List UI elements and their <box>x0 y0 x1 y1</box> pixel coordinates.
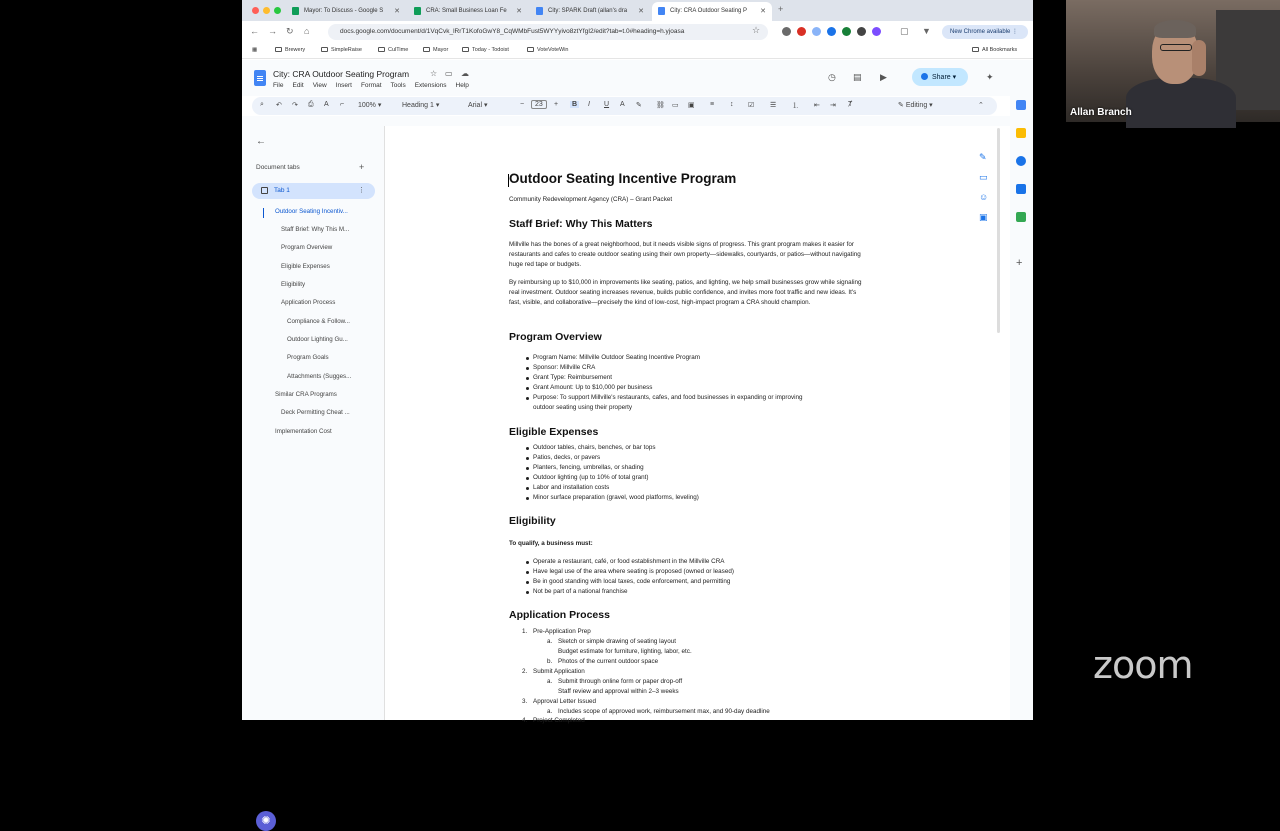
extension-icon[interactable] <box>872 27 881 36</box>
browser-tab[interactable]: CRA: Small Business Loan Fe ✕ <box>408 2 528 21</box>
list-item[interactable]: Submit through online form or paper drop-off <box>558 678 683 685</box>
list-item[interactable]: Purpose: To support Millville's restaurants, cafes, and food businesses in expanding or improving <box>533 394 803 401</box>
outline-selection-indicator <box>263 208 264 218</box>
list-number: 1. <box>522 628 528 635</box>
bullet <box>526 591 529 594</box>
increase-indent-icon[interactable]: ⇥ <box>830 102 836 109</box>
outline-item[interactable]: Program Goals <box>287 354 329 361</box>
align-icon[interactable]: ≡ <box>710 101 715 108</box>
bullet <box>526 457 529 460</box>
bullet <box>526 561 529 564</box>
menu-tools[interactable]: Tools <box>390 82 406 89</box>
close-tab-icon[interactable]: ✕ <box>394 8 400 15</box>
tasks-icon[interactable] <box>1016 156 1026 166</box>
menu-insert[interactable]: Insert <box>335 82 352 89</box>
bullet <box>526 487 529 490</box>
menu-edit[interactable]: Edit <box>292 82 304 89</box>
bookmark-item[interactable]: Brewery <box>275 47 305 53</box>
list-item[interactable]: Submit Application <box>533 668 585 675</box>
sheets-icon <box>292 7 299 15</box>
bullet <box>526 581 529 584</box>
star-icon[interactable]: ☆ <box>430 69 438 78</box>
list-item[interactable]: Pre-Application Prep <box>533 628 591 635</box>
italic-icon[interactable]: I <box>588 101 590 108</box>
cloud-saved-icon[interactable]: ☁ <box>461 69 469 78</box>
bullet <box>526 397 529 400</box>
style-select[interactable]: Heading 1 ▾ <box>402 102 440 109</box>
new-tab-icon[interactable]: + <box>778 4 784 14</box>
heading-eligible-expenses[interactable]: Eligible Expenses <box>509 426 599 438</box>
spellcheck-icon[interactable]: A <box>324 101 329 108</box>
document-tab-1[interactable]: Tab 1 ⋮ <box>252 183 375 199</box>
menu-bar <box>273 82 478 89</box>
back-arrow-icon[interactable]: ← <box>256 136 266 147</box>
list-item[interactable]: Have legal use of the area where seating is proposed (owned or leased) <box>533 568 734 575</box>
bulleted-list-icon[interactable]: ☰ <box>770 102 777 109</box>
list-number: 2. <box>522 668 528 675</box>
list-letter: a. <box>547 638 553 645</box>
extension-icon[interactable] <box>842 27 851 36</box>
edit-pencil-icon[interactable]: ✎ <box>979 152 987 162</box>
eligibility-intro[interactable]: To qualify, a business must: <box>509 540 593 547</box>
list-number: 4. <box>522 717 528 724</box>
bullet <box>526 367 529 370</box>
list-item[interactable]: Grant Type: Reimbursement <box>533 374 612 381</box>
add-tab-icon[interactable]: + <box>359 162 365 172</box>
paragraph[interactable]: Millville has the bones of a great neighborhood, but it needs visible signs of progress. This grant program makes it easier for restaurants and cafes to create outdoor seating using their own property—sidewalks, courtyards, or patios—without navigating huge red tape or budgets. <box>509 241 861 268</box>
extension-icon[interactable] <box>782 27 791 36</box>
folder-icon <box>378 47 385 52</box>
list-item[interactable]: Sponsor: Millville CRA <box>533 364 596 371</box>
list-item[interactable]: Approval Letter Issued <box>533 698 597 705</box>
list-item[interactable]: Outdoor lighting (up to 10% of total grant) <box>533 474 649 481</box>
home-icon[interactable]: ⌂ <box>304 26 310 36</box>
list-letter: a. <box>547 708 553 715</box>
heading-eligibility[interactable]: Eligibility <box>509 515 556 527</box>
clear-formatting-icon[interactable]: Ⱦ <box>848 101 853 108</box>
list-item[interactable]: Planters, fencing, umbrellas, or shading <box>533 464 644 471</box>
docs-icon <box>536 7 543 15</box>
extension-icon[interactable] <box>797 27 806 36</box>
bullet <box>526 477 529 480</box>
outline-item[interactable]: Deck Permitting Cheat ... <box>281 409 350 416</box>
browser-toolbar <box>242 21 1033 43</box>
bullet <box>526 387 529 390</box>
outline-item[interactable]: Attachments (Sugges... <box>287 373 352 380</box>
menu-view[interactable]: View <box>312 82 327 89</box>
forward-icon[interactable]: → <box>268 26 277 36</box>
minimize-window-dot[interactable] <box>263 7 270 14</box>
comments-icon[interactable]: ▤ <box>853 72 862 82</box>
calendar-icon[interactable] <box>1016 100 1026 110</box>
list-letter: a. <box>547 678 553 685</box>
font-size-input[interactable]: 23 <box>531 100 547 109</box>
list-item-continuation[interactable]: outdoor seating using their property <box>533 404 633 411</box>
outline-item[interactable]: Staff Brief: Why This M... <box>281 226 350 233</box>
document-subtitle[interactable]: Community Redevelopment Agency (CRA) – Grant Packet <box>509 196 673 203</box>
more-options-icon[interactable]: ⋮ <box>358 187 365 194</box>
extension-icon[interactable] <box>857 27 866 36</box>
bullet <box>526 497 529 500</box>
folder-icon <box>321 47 328 52</box>
google-docs-logo-icon[interactable] <box>254 70 266 86</box>
menu-extensions[interactable]: Extensions <box>414 82 447 89</box>
close-tab-icon[interactable]: ✕ <box>638 8 644 15</box>
docs-header <box>242 60 1033 96</box>
folder-icon <box>275 47 282 52</box>
bullet <box>526 377 529 380</box>
list-item[interactable]: Photos of the current outdoor space <box>558 658 659 665</box>
bookmark-item[interactable]: Today - Todoist <box>462 47 509 53</box>
move-folder-icon[interactable]: ▭ <box>445 69 453 78</box>
bullet <box>526 447 529 450</box>
bookmark-item[interactable]: Mayor <box>423 47 448 53</box>
insert-image-icon[interactable]: ▣ <box>688 102 695 109</box>
editing-mode-select[interactable]: ✎ Editing ▾ <box>898 102 933 109</box>
version-history-icon[interactable]: ◷ <box>828 72 836 82</box>
bullet <box>526 467 529 470</box>
bookmark-item[interactable]: SimpleRaise <box>321 47 362 53</box>
share-button[interactable]: Share ▾ <box>912 68 968 86</box>
heading-program-overview[interactable]: Program Overview <box>509 331 602 343</box>
emoji-reaction-icon[interactable]: ☺ <box>979 192 989 202</box>
zoom-select[interactable]: 100% ▾ <box>358 102 382 109</box>
line-spacing-icon[interactable]: ↕ <box>730 101 734 108</box>
folder-icon <box>527 47 534 52</box>
participant-name: Allan Branch <box>1070 107 1132 118</box>
list-number: 3. <box>522 698 528 705</box>
outline-item[interactable]: Similar CRA Programs <box>275 391 337 398</box>
add-comment-icon[interactable]: ▭ <box>979 172 988 182</box>
document-outline-panel <box>242 126 385 827</box>
folder-icon <box>972 47 979 52</box>
list-item[interactable]: Staff review and approval within 2–3 weeks <box>558 688 679 695</box>
keep-icon[interactable] <box>1016 128 1026 138</box>
participant-glasses <box>1160 44 1192 51</box>
outline-item[interactable]: Compliance & Follow... <box>287 318 350 325</box>
heading-application-process[interactable]: Application Process <box>509 609 610 621</box>
browser-tab[interactable]: Mayor: To Discuss - Google S ✕ <box>286 2 406 21</box>
browser-tab[interactable]: City: SPARK Draft (allan's dra ✕ <box>530 2 650 21</box>
extensions-puzzle-icon[interactable]: ▢ <box>900 26 909 36</box>
bold-icon[interactable]: B <box>572 101 578 108</box>
browser-window <box>242 0 1033 827</box>
document-title-heading[interactable]: Outdoor Seating Incentive Program <box>509 171 737 186</box>
bookmarks-bar <box>242 43 1033 59</box>
meet-icon[interactable]: ▶ <box>880 72 887 82</box>
extension-icon[interactable] <box>812 27 821 36</box>
outline-item[interactable]: Eligible Expenses <box>281 263 330 270</box>
font-size-decrease-icon[interactable]: − <box>520 101 525 108</box>
bookmark-item[interactable]: VoteVoteWin <box>527 47 569 53</box>
outline-item[interactable]: Outdoor Lighting Gu... <box>287 336 348 343</box>
list-item[interactable]: Outdoor tables, chairs, benches, or bar tops <box>533 444 656 451</box>
contacts-icon[interactable] <box>1016 184 1026 194</box>
reload-icon[interactable]: ↻ <box>286 26 294 36</box>
list-item[interactable]: Minor surface preparation (gravel, wood platforms, leveling) <box>533 494 699 501</box>
list-item[interactable]: Patios, decks, or pavers <box>533 454 601 461</box>
participant-hand <box>1192 40 1206 76</box>
participant-video[interactable] <box>1066 0 1280 122</box>
list-item[interactable]: Not be part of a national franchise <box>533 588 628 595</box>
bullet <box>526 357 529 360</box>
redo-icon[interactable]: ↷ <box>292 102 298 109</box>
list-item[interactable]: Program Name: Millville Outdoor Seating Incentive Program <box>533 354 700 361</box>
insert-link-icon[interactable]: ⛓ <box>656 102 665 109</box>
close-window-dot[interactable] <box>252 7 259 14</box>
suggest-edits-icon[interactable]: ▣ <box>979 212 988 222</box>
bookmark-star-icon[interactable]: ☆ <box>752 25 761 35</box>
back-icon[interactable]: ← <box>250 26 259 36</box>
tab-strip <box>242 0 1033 21</box>
list-item[interactable]: Sketch or simple drawing of seating layout <box>558 638 676 645</box>
gemini-assist-icon[interactable]: ✺ <box>256 811 276 831</box>
outline-item[interactable]: Application Process <box>281 299 336 306</box>
download-icon[interactable]: ▼ <box>922 26 931 36</box>
document-title[interactable]: City: CRA Outdoor Seating Program <box>273 69 410 79</box>
text-color-icon[interactable]: A <box>620 101 625 108</box>
lock-icon <box>921 73 928 80</box>
browser-tab-active[interactable]: City: CRA Outdoor Seating P ✕ <box>652 2 772 21</box>
extension-icon[interactable] <box>827 27 836 36</box>
ruler[interactable] <box>242 116 1010 126</box>
list-letter: b. <box>547 658 553 665</box>
add-comment-icon[interactable]: ▭ <box>672 102 679 109</box>
participant-hair <box>1154 20 1196 38</box>
document-tabs-header: Document tabs <box>256 164 300 171</box>
bookmark-item[interactable]: CulTime <box>378 47 408 53</box>
highlight-icon[interactable]: ✎ <box>636 102 642 109</box>
maximize-window-dot[interactable] <box>274 7 281 14</box>
outline-item[interactable]: Eligibility <box>281 281 306 288</box>
scrollbar[interactable] <box>997 128 1000 333</box>
list-item[interactable]: Grant Amount: Up to $10,000 per business <box>533 384 653 391</box>
close-tab-icon[interactable]: ✕ <box>516 8 522 15</box>
heading-staff-brief[interactable]: Staff Brief: Why This Matters <box>509 218 653 230</box>
zoom-logo: zoom <box>1093 643 1193 687</box>
search-menus-icon[interactable]: ⌕ <box>260 101 264 108</box>
menu-file[interactable]: File <box>273 82 284 89</box>
folder-icon <box>423 47 430 52</box>
list-item[interactable]: Budget estimate for furniture, lighting, labor, etc. <box>558 648 692 655</box>
folder-icon <box>462 47 469 52</box>
numbered-list-icon[interactable]: ⒈ <box>792 103 799 110</box>
participant-body <box>1126 78 1236 128</box>
add-on-plus-icon[interactable]: + <box>1016 257 1023 269</box>
paint-format-icon[interactable]: ⌐ <box>340 101 345 108</box>
new-chrome-available-button[interactable]: New Chrome available ⋮ <box>942 25 1028 39</box>
side-panel-rail <box>1010 60 1033 720</box>
undo-icon[interactable]: ↶ <box>276 102 282 109</box>
list-item[interactable]: Operate a restaurant, café, or food establishment in the Millville CRA <box>533 558 725 565</box>
underline-icon[interactable]: U <box>604 101 610 108</box>
docs-icon <box>658 7 665 15</box>
bullet <box>526 571 529 574</box>
address-bar[interactable]: docs.google.com/document/d/1VqCvk_lRrT1KofoGwY8_CqWMbFust5WYYyivo8ztYfgI2/edit?tab=t.0#heading=h.yjoasa <box>328 24 768 40</box>
format-toolbar <box>252 97 997 115</box>
list-item[interactable]: Labor and installation costs <box>533 484 610 491</box>
maps-icon[interactable] <box>1016 212 1026 222</box>
font-select[interactable]: Arial ▾ <box>468 102 488 109</box>
list-item[interactable]: Be in good standing with local taxes, code enforcement, and permitting <box>533 578 731 585</box>
outline-item[interactable]: Implementation Cost <box>275 428 332 435</box>
outline-item[interactable]: Outdoor Seating Incentiv... <box>275 208 348 215</box>
menu-format[interactable]: Format <box>360 82 382 89</box>
list-item[interactable]: Project Completed <box>533 717 585 724</box>
apps-icon[interactable]: ▦ <box>252 47 258 53</box>
tab-icon <box>261 187 268 194</box>
list-item[interactable]: Includes scope of approved work, reimbursement max, and 90-day deadline <box>558 708 770 715</box>
decrease-indent-icon[interactable]: ⇤ <box>814 102 820 109</box>
font-size-increase-icon[interactable]: + <box>554 101 559 108</box>
paragraph[interactable]: By reimbursing up to $10,000 in improvements like seating, patios, and lighting, we help small businesses grow while signaling real investment. Outdoor seating increases revenue, builds public confidence, and invites more foot traffic and new ideas. It's fast, visible, and collaborative—precisely the kind of low-cost, high-impact program a CRA should champion. <box>509 279 862 306</box>
menu-help[interactable]: Help <box>455 82 469 89</box>
collapse-toolbar-icon[interactable]: ⌃ <box>978 102 984 109</box>
outline-item[interactable]: Program Overview <box>281 244 333 251</box>
document-page[interactable] <box>385 126 995 724</box>
print-icon[interactable]: ⎙ <box>308 101 314 108</box>
checklist-icon[interactable]: ☑ <box>748 102 755 109</box>
sheets-icon <box>414 7 421 15</box>
gemini-spark-icon[interactable]: ✦ <box>986 72 994 82</box>
all-bookmarks[interactable]: All Bookmarks <box>972 47 1017 53</box>
close-tab-icon[interactable]: ✕ <box>760 8 766 15</box>
